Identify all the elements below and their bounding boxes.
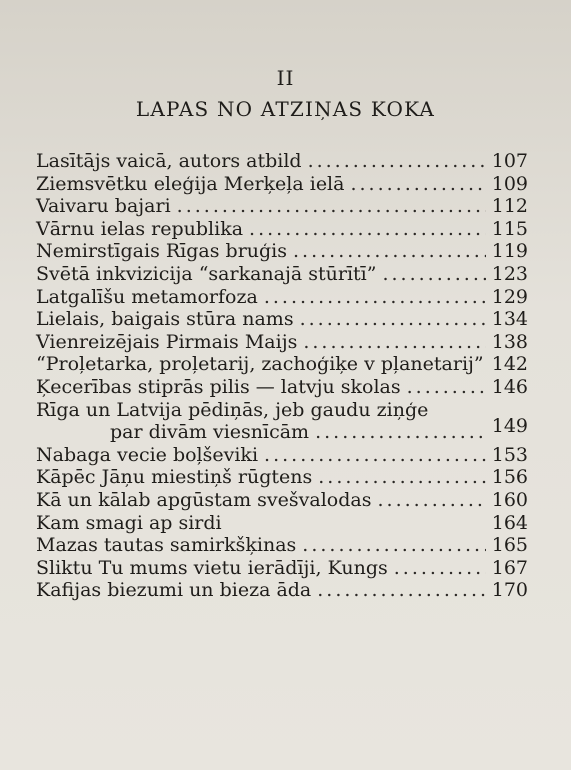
- toc-entry: [36, 534, 528, 557]
- toc-page-number: 164: [491, 511, 528, 534]
- toc-entry: [36, 173, 528, 196]
- toc-entry-title: Sliktu Tu mums vietu ierādīji, Kungs: [36, 556, 388, 579]
- toc-entry: [36, 579, 528, 602]
- toc-entry: [36, 399, 528, 444]
- toc-leader-dots: [350, 173, 485, 196]
- toc-entry-title: Vaivaru bajari: [36, 195, 171, 218]
- toc-entry: [36, 489, 528, 512]
- toc-page-number: 170: [491, 579, 528, 602]
- toc-page-number: 134: [491, 308, 528, 331]
- toc-leader-dots: [303, 331, 485, 354]
- toc-leader-dots: [315, 421, 486, 444]
- toc-leader-dots: [249, 218, 486, 241]
- table-of-contents: [36, 150, 528, 602]
- toc-page-number: 165: [491, 534, 528, 557]
- toc-leader-dots: [318, 466, 485, 489]
- toc-entry-title: Vienreizējais Pirmais Maijs: [36, 330, 298, 353]
- toc-entry-title: Lasītājs vaicā, autors atbild: [36, 150, 302, 172]
- toc-leader-dots: [302, 534, 485, 557]
- toc-entry: [36, 263, 528, 286]
- toc-entry-title: “Proļetarka, proļetarij, zachoģiķe v pļanetarij”: [36, 353, 484, 376]
- section-number: II: [276, 66, 295, 90]
- toc-entry-title: Vārnu ielas republika: [36, 217, 244, 240]
- toc-page-number: 146: [491, 375, 528, 398]
- toc-entry: [36, 150, 528, 173]
- toc-entry: [36, 376, 528, 399]
- toc-leader-dots: [293, 240, 486, 263]
- toc-entry-title: Latgalīšu metamorfoza: [36, 285, 258, 308]
- toc-entry: [36, 195, 528, 218]
- toc-entry-title: Kāpēc Jāņu miestiņš rūgtens: [36, 466, 313, 489]
- toc-leader-dots: [308, 150, 486, 173]
- toc-page-number: 123: [491, 262, 528, 285]
- toc-leader-dots: [382, 263, 485, 286]
- toc-leader-dots: [300, 308, 486, 331]
- toc-entry-title: Ķecerības stiprās pilis — latvju skolas: [36, 375, 401, 398]
- toc-entry-title: Nabaga vecie boļševiki: [36, 443, 259, 466]
- toc-page-number: 149: [491, 415, 528, 438]
- toc-leader-dots: [317, 579, 485, 602]
- toc-entry: [36, 331, 528, 354]
- toc-page-number: 160: [491, 488, 528, 511]
- toc-leader-dots: [377, 489, 485, 512]
- toc-page-number: 115: [491, 217, 528, 240]
- toc-page-number: 153: [491, 443, 528, 466]
- toc-entry: [36, 557, 528, 580]
- toc-leader-dots: [177, 195, 486, 218]
- toc-entry-title: Rīga un Latvija pēdiņās, jeb gaudu ziņģe: [36, 398, 429, 421]
- toc-page-number: 142: [491, 353, 528, 376]
- toc-page-number: 107: [491, 150, 528, 172]
- toc-page-number: 129: [491, 285, 528, 308]
- section-title: LAPAS NO ATZIŅAS KOKA: [135, 97, 436, 121]
- toc-leader-dots: [407, 376, 486, 399]
- toc-entry: [36, 466, 528, 489]
- toc-entry-title: Svētā inkvizicija “sarkanajā stūrītī”: [36, 262, 377, 285]
- toc-entry: [36, 240, 528, 263]
- toc-entry-title: Mazas tautas samirkšķinas: [36, 534, 297, 557]
- toc-entry: [36, 512, 528, 535]
- toc-page-number: 156: [491, 466, 528, 489]
- toc-entry-title: Nemirstīgais Rīgas bruģis: [36, 240, 287, 263]
- toc-entry: [36, 353, 528, 376]
- toc-page-number: 167: [491, 556, 528, 579]
- toc-leader-dots: [264, 444, 486, 467]
- toc-entry-title: Kam smagi ap sirdi: [36, 511, 222, 534]
- toc-page-number: 138: [491, 330, 528, 353]
- toc-entry: [36, 218, 528, 241]
- toc-entry-title: Ziemsvētku eleģija Merķeļa ielā: [36, 172, 345, 195]
- toc-leader-dots: [264, 286, 486, 309]
- toc-page-number: 112: [491, 195, 528, 218]
- toc-leader-dots: [394, 557, 486, 580]
- toc-page-number: 109: [491, 172, 528, 195]
- toc-entry: [36, 286, 528, 309]
- toc-entry: [36, 308, 528, 331]
- toc-entry-title: Kafijas biezumi un bieza āda: [36, 579, 312, 602]
- toc-entry-title: Kā un kālab apgūstam svešvalodas: [36, 488, 372, 511]
- toc-page-number: 119: [491, 240, 528, 263]
- toc-entry-title: Lielais, baigais stūra nams: [36, 308, 294, 331]
- toc-entry-title-continued: par divām viesnīcām: [110, 421, 310, 444]
- toc-entry: [36, 444, 528, 467]
